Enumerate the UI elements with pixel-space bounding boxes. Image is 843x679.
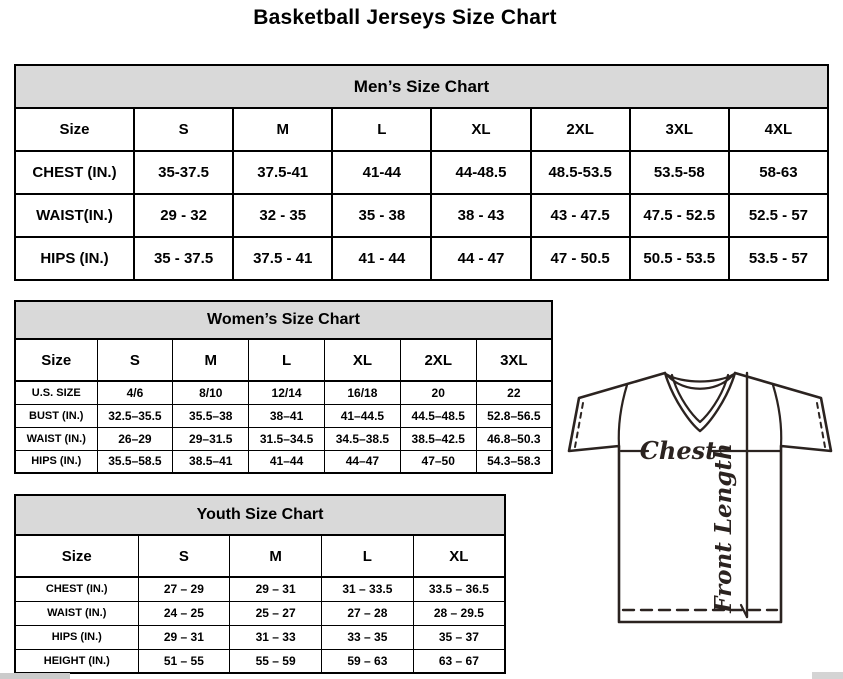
column-header: L: [249, 339, 325, 381]
mens-size-table: [14, 64, 829, 281]
row-label: HEIGHT (IN.): [15, 649, 138, 673]
table-cell: 53.5-58: [630, 151, 729, 194]
table-cell: 27 – 28: [322, 601, 414, 625]
table-cell: 4/6: [97, 381, 173, 404]
table-cell: 8/10: [173, 381, 249, 404]
table-title-band: Youth Size Chart: [15, 495, 505, 535]
column-header: 2XL: [531, 108, 630, 151]
table-cell: 52.5 - 57: [729, 194, 828, 237]
column-header: XL: [413, 535, 505, 577]
table-cell: 29 – 31: [138, 625, 230, 649]
table-cell: 50.5 - 53.5: [630, 237, 729, 280]
table-cell: 44 - 47: [431, 237, 530, 280]
table-title-band: Men’s Size Chart: [15, 65, 828, 108]
jersey-measurement-diagram: [557, 356, 843, 632]
table-row: [15, 649, 505, 673]
table-cell: 33 – 35: [322, 625, 414, 649]
table-cell: 44.5–48.5: [400, 404, 476, 427]
womens-size-table: [14, 300, 553, 474]
table-cell: 58-63: [729, 151, 828, 194]
column-header: M: [173, 339, 249, 381]
column-header: 3XL: [476, 339, 552, 381]
table-cell: 20: [400, 381, 476, 404]
row-label: HIPS (IN.): [15, 237, 134, 280]
table-row: [15, 237, 828, 280]
scrollbar-corner: [812, 672, 843, 679]
row-label: HIPS (IN.): [15, 625, 138, 649]
column-header-row: [15, 535, 505, 577]
table-row: [15, 625, 505, 649]
row-label: U.S. SIZE: [15, 381, 97, 404]
table-cell: 35-37.5: [134, 151, 233, 194]
table-cell: 35 - 38: [332, 194, 431, 237]
table-cell: 54.3–58.3: [476, 450, 552, 473]
column-header: Size: [15, 535, 138, 577]
table-cell: 33.5 – 36.5: [413, 577, 505, 601]
table-cell: 46.8–50.3: [476, 427, 552, 450]
column-header: S: [134, 108, 233, 151]
row-label: WAIST (IN.): [15, 427, 97, 450]
table-row: [15, 577, 505, 601]
column-header: L: [322, 535, 414, 577]
table-cell: 38.5–42.5: [400, 427, 476, 450]
table-cell: 44-48.5: [431, 151, 530, 194]
table-cell: 35.5–58.5: [97, 450, 173, 473]
column-header: S: [138, 535, 230, 577]
table-row: [15, 194, 828, 237]
row-label: WAIST (IN.): [15, 601, 138, 625]
table-cell: 12/14: [249, 381, 325, 404]
table-cell: 24 – 25: [138, 601, 230, 625]
table-title-band: Women’s Size Chart: [15, 301, 552, 339]
column-header: S: [97, 339, 173, 381]
table-cell: 63 – 67: [413, 649, 505, 673]
table-cell: 48.5-53.5: [531, 151, 630, 194]
column-header: XL: [431, 108, 530, 151]
table-cell: 22: [476, 381, 552, 404]
jersey-outline-icon: [569, 373, 831, 622]
table-cell: 31.5–34.5: [249, 427, 325, 450]
row-label: CHEST (IN.): [15, 577, 138, 601]
column-header: Size: [15, 339, 97, 381]
column-header-row: [15, 339, 552, 381]
row-label: CHEST (IN.): [15, 151, 134, 194]
row-label: BUST (IN.): [15, 404, 97, 427]
front-length-measure-label: Front Length: [710, 443, 737, 613]
table-cell: 41 - 44: [332, 237, 431, 280]
table-cell: 31 – 33.5: [322, 577, 414, 601]
table-row: [15, 427, 552, 450]
table-title-row: [15, 65, 828, 108]
table-cell: 43 - 47.5: [531, 194, 630, 237]
table-cell: 27 – 29: [138, 577, 230, 601]
table-cell: 52.8–56.5: [476, 404, 552, 427]
column-header: 3XL: [630, 108, 729, 151]
table-cell: 29–31.5: [173, 427, 249, 450]
table-cell: 53.5 - 57: [729, 237, 828, 280]
table-cell: 41–44.5: [324, 404, 400, 427]
column-header: 2XL: [400, 339, 476, 381]
column-header: XL: [324, 339, 400, 381]
table-cell: 47.5 - 52.5: [630, 194, 729, 237]
column-header: 4XL: [729, 108, 828, 151]
table-row: [15, 404, 552, 427]
table-cell: 55 – 59: [230, 649, 322, 673]
horizontal-scrollbar-thumb[interactable]: [0, 673, 70, 679]
table-cell: 29 – 31: [230, 577, 322, 601]
table-cell: 41–44: [249, 450, 325, 473]
table-cell: 51 – 55: [138, 649, 230, 673]
row-label: WAIST(IN.): [15, 194, 134, 237]
table-cell: 34.5–38.5: [324, 427, 400, 450]
table-row: [15, 381, 552, 404]
table-row: [15, 450, 552, 473]
youth-size-table: [14, 494, 506, 674]
table-cell: 37.5-41: [233, 151, 332, 194]
column-header: Size: [15, 108, 134, 151]
table-cell: 35.5–38: [173, 404, 249, 427]
table-cell: 35 - 37.5: [134, 237, 233, 280]
table-cell: 32 - 35: [233, 194, 332, 237]
column-header: L: [332, 108, 431, 151]
column-header-row: [15, 108, 828, 151]
table-row: [15, 601, 505, 625]
table-cell: 38–41: [249, 404, 325, 427]
table-cell: 47 - 50.5: [531, 237, 630, 280]
table-row: [15, 151, 828, 194]
table-cell: 16/18: [324, 381, 400, 404]
column-header: M: [233, 108, 332, 151]
row-label: HIPS (IN.): [15, 450, 97, 473]
table-title-row: [15, 495, 505, 535]
table-cell: 25 – 27: [230, 601, 322, 625]
table-cell: 35 – 37: [413, 625, 505, 649]
table-cell: 44–47: [324, 450, 400, 473]
table-cell: 26–29: [97, 427, 173, 450]
table-cell: 29 - 32: [134, 194, 233, 237]
table-cell: 47–50: [400, 450, 476, 473]
table-cell: 41-44: [332, 151, 431, 194]
table-cell: 38.5–41: [173, 450, 249, 473]
table-cell: 32.5–35.5: [97, 404, 173, 427]
table-cell: 28 – 29.5: [413, 601, 505, 625]
chest-measure-label: Chest: [639, 436, 717, 465]
page-title: Basketball Jerseys Size Chart: [253, 6, 557, 29]
column-header: M: [230, 535, 322, 577]
table-cell: 37.5 - 41: [233, 237, 332, 280]
table-cell: 59 – 63: [322, 649, 414, 673]
table-title-row: [15, 301, 552, 339]
table-cell: 31 – 33: [230, 625, 322, 649]
table-cell: 38 - 43: [431, 194, 530, 237]
